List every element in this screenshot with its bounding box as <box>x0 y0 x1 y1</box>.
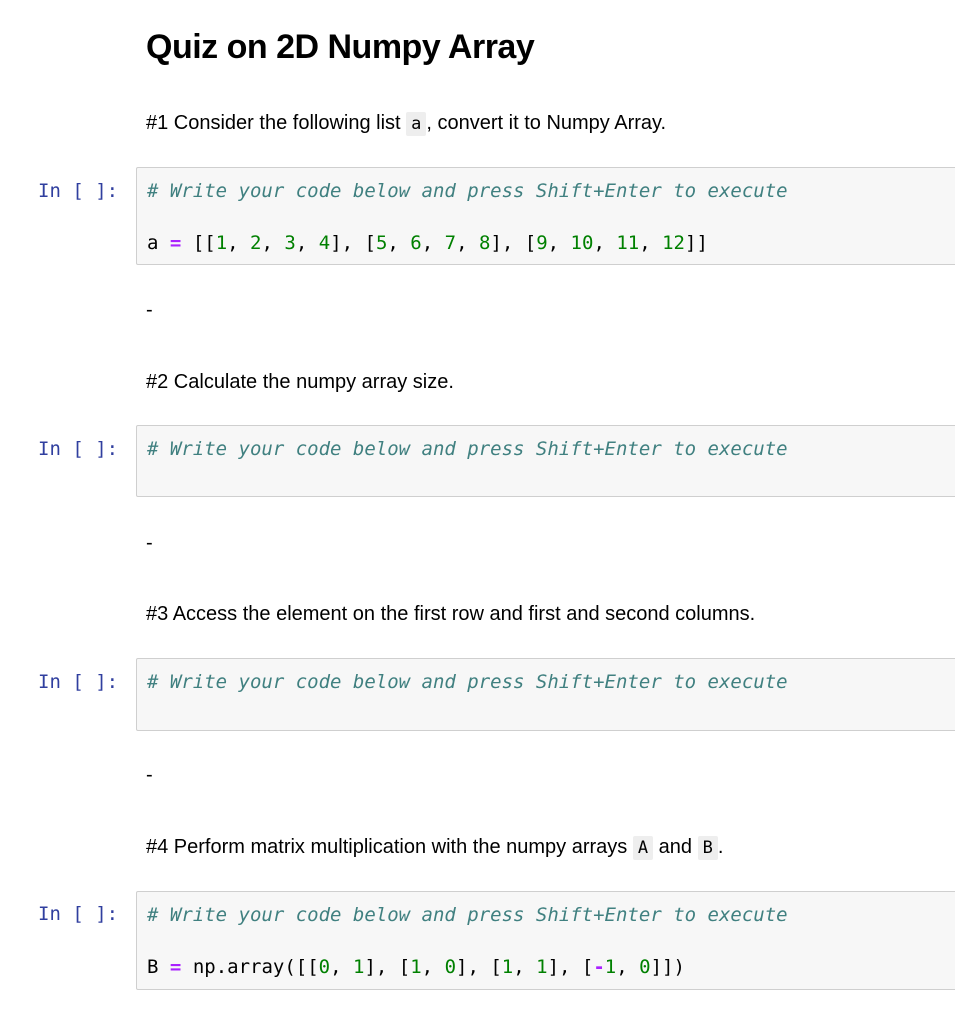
inline-code-a: a <box>406 112 426 136</box>
question-4-text: #4 Perform matrix multiplication with the numpy arrays <box>146 836 628 858</box>
code-comment: # Write your code below and press Shift+Enter to execute <box>147 180 788 202</box>
page-title: Quiz on 2D Numpy Array <box>146 28 535 66</box>
question-1-text-end: , convert it to Numpy Array. <box>426 112 667 134</box>
question-3: #3 Access the element on the first row and first and second columns. <box>146 603 756 625</box>
code-line-list-a: a = [[1, 2, 3, 4], [5, 6, 7, 8], [9, 10, 11, 12]] <box>147 232 708 254</box>
code-cell-4[interactable] <box>136 891 955 990</box>
cell-3-prompt: In [ ]: <box>38 671 119 693</box>
inline-code-B: B <box>698 836 718 860</box>
separator-dash: - <box>146 299 153 321</box>
code-line-array-b: B = np.array([[0, 1], [1, 0], [1, 1], [-1, 0]]) <box>147 956 685 978</box>
question-1-text: #1 Consider the following list <box>146 112 401 134</box>
code-cell-1[interactable] <box>136 167 955 265</box>
cell-4-prompt: In [ ]: <box>38 903 119 925</box>
code-comment: # Write your code below and press Shift+Enter to execute <box>147 671 788 693</box>
separator-dash: - <box>146 764 153 786</box>
cell-2-prompt: In [ ]: <box>38 438 119 460</box>
code-comment: # Write your code below and press Shift+Enter to execute <box>147 438 788 460</box>
question-4: #4 Perform matrix multiplication with the numpy arrays A and B . <box>146 836 724 858</box>
code-cell-2[interactable] <box>136 425 955 497</box>
question-1 <box>146 109 666 138</box>
inline-code-A: A <box>633 836 653 860</box>
code-cell-3[interactable] <box>136 658 955 731</box>
cell-1-prompt: In [ ]: <box>38 180 119 202</box>
question-2: #2 Calculate the numpy array size. <box>146 371 454 393</box>
code-comment: # Write your code below and press Shift+Enter to execute <box>147 904 788 926</box>
separator-dash: - <box>146 532 153 554</box>
